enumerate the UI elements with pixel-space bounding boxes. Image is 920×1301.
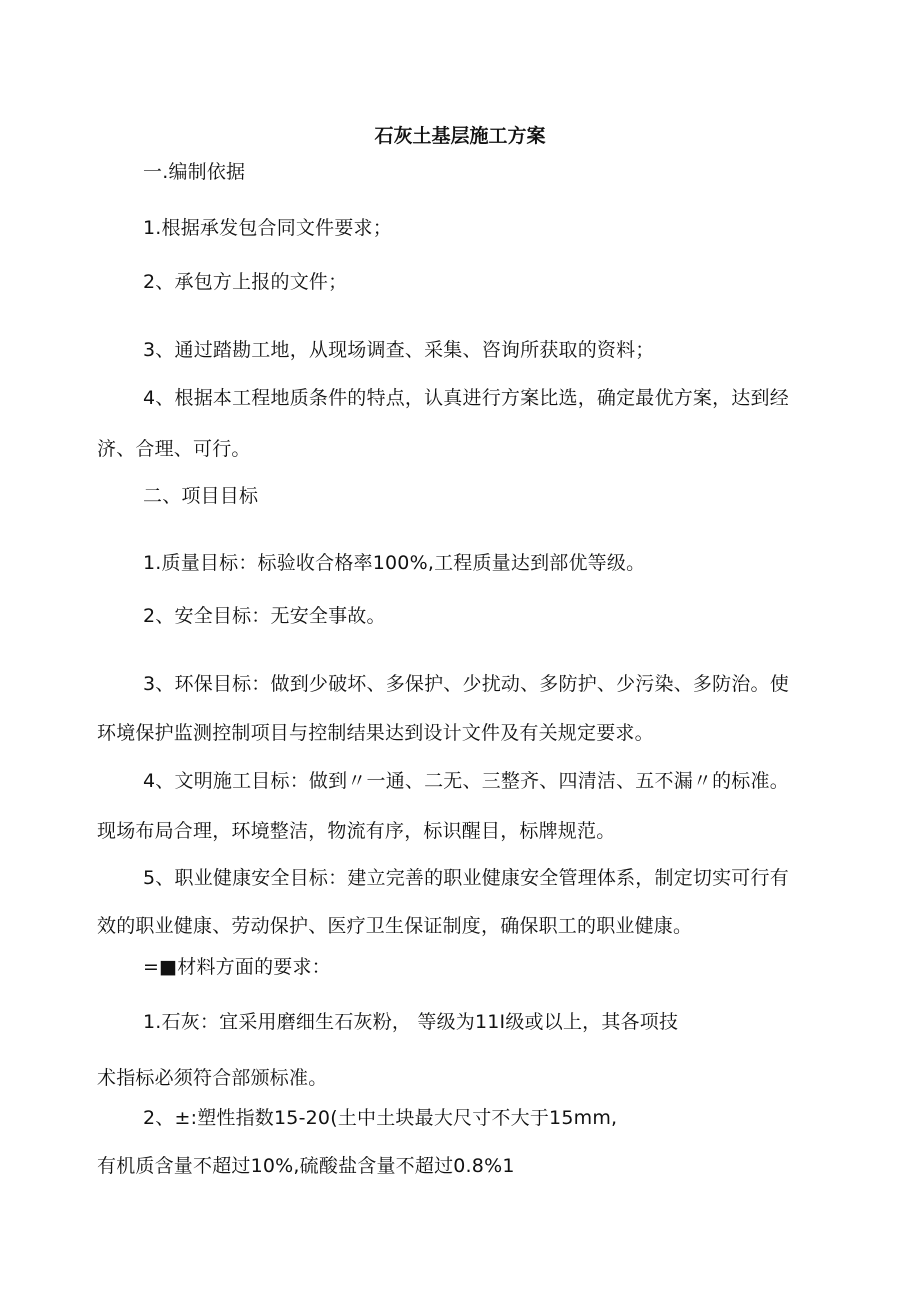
paragraph-line: 1.根据承发包合同文件要求； xyxy=(143,217,392,239)
paragraph-line: 2、±:塑性指数15-20(土中土块最大尺寸不大于15mm, xyxy=(143,1107,618,1129)
paragraph-line: 济、合理、可行。 xyxy=(97,438,251,460)
section-heading-materials: =■材料方面的要求： xyxy=(143,956,331,978)
section-heading-basis: 一.编制依据 xyxy=(143,161,246,183)
paragraph-line: 4、文明施工目标：做到〃一通、二无、三整齐、四清洁、五不漏〃的标准。 xyxy=(143,770,789,792)
paragraph-line: 1.石灰：宜采用磨细生石灰粉， 等级为11I级或以上，其各项技 xyxy=(143,1011,679,1033)
paragraph-line: 效的职业健康、劳动保护、医疗卫生保证制度，确保职工的职业健康。 xyxy=(97,915,693,937)
section-heading-goals: 二、项目目标 xyxy=(143,485,259,507)
paragraph-line: 现场布局合理，环境整洁，物流有序，标识醒目，标牌规范。 xyxy=(97,820,616,842)
paragraph-line: 有机质含量不超过10%,硫酸盐含量不超过0.8%1 xyxy=(97,1155,515,1177)
paragraph-line: 2、承包方上报的文件； xyxy=(143,271,348,293)
paragraph-line: 3、环保目标：做到少破坏、多保护、少扰动、多防护、少污染、多防治。使 xyxy=(143,673,789,695)
document-title: 石灰土基层施工方案 xyxy=(374,125,546,147)
paragraph-line: 术指标必须符合部颁标准。 xyxy=(97,1067,328,1089)
paragraph-line: 2、安全目标：无安全事故。 xyxy=(143,605,386,627)
paragraph-line: 4、根据本工程地质条件的特点，认真进行方案比选，确定最优方案，达到经 xyxy=(143,387,789,409)
paragraph-line: 3、通过踏勘工地，从现场调查、采集、咨询所获取的资料； xyxy=(143,339,655,361)
paragraph-line: 环境保护监测控制项目与控制结果达到设计文件及有关规定要求。 xyxy=(97,722,654,744)
paragraph-line: 1.质量目标：标验收合格率100%,工程质量达到部优等级。 xyxy=(143,552,646,574)
paragraph-line: 5、职业健康安全目标：建立完善的职业健康安全管理体系，制定切实可行有 xyxy=(143,867,789,889)
